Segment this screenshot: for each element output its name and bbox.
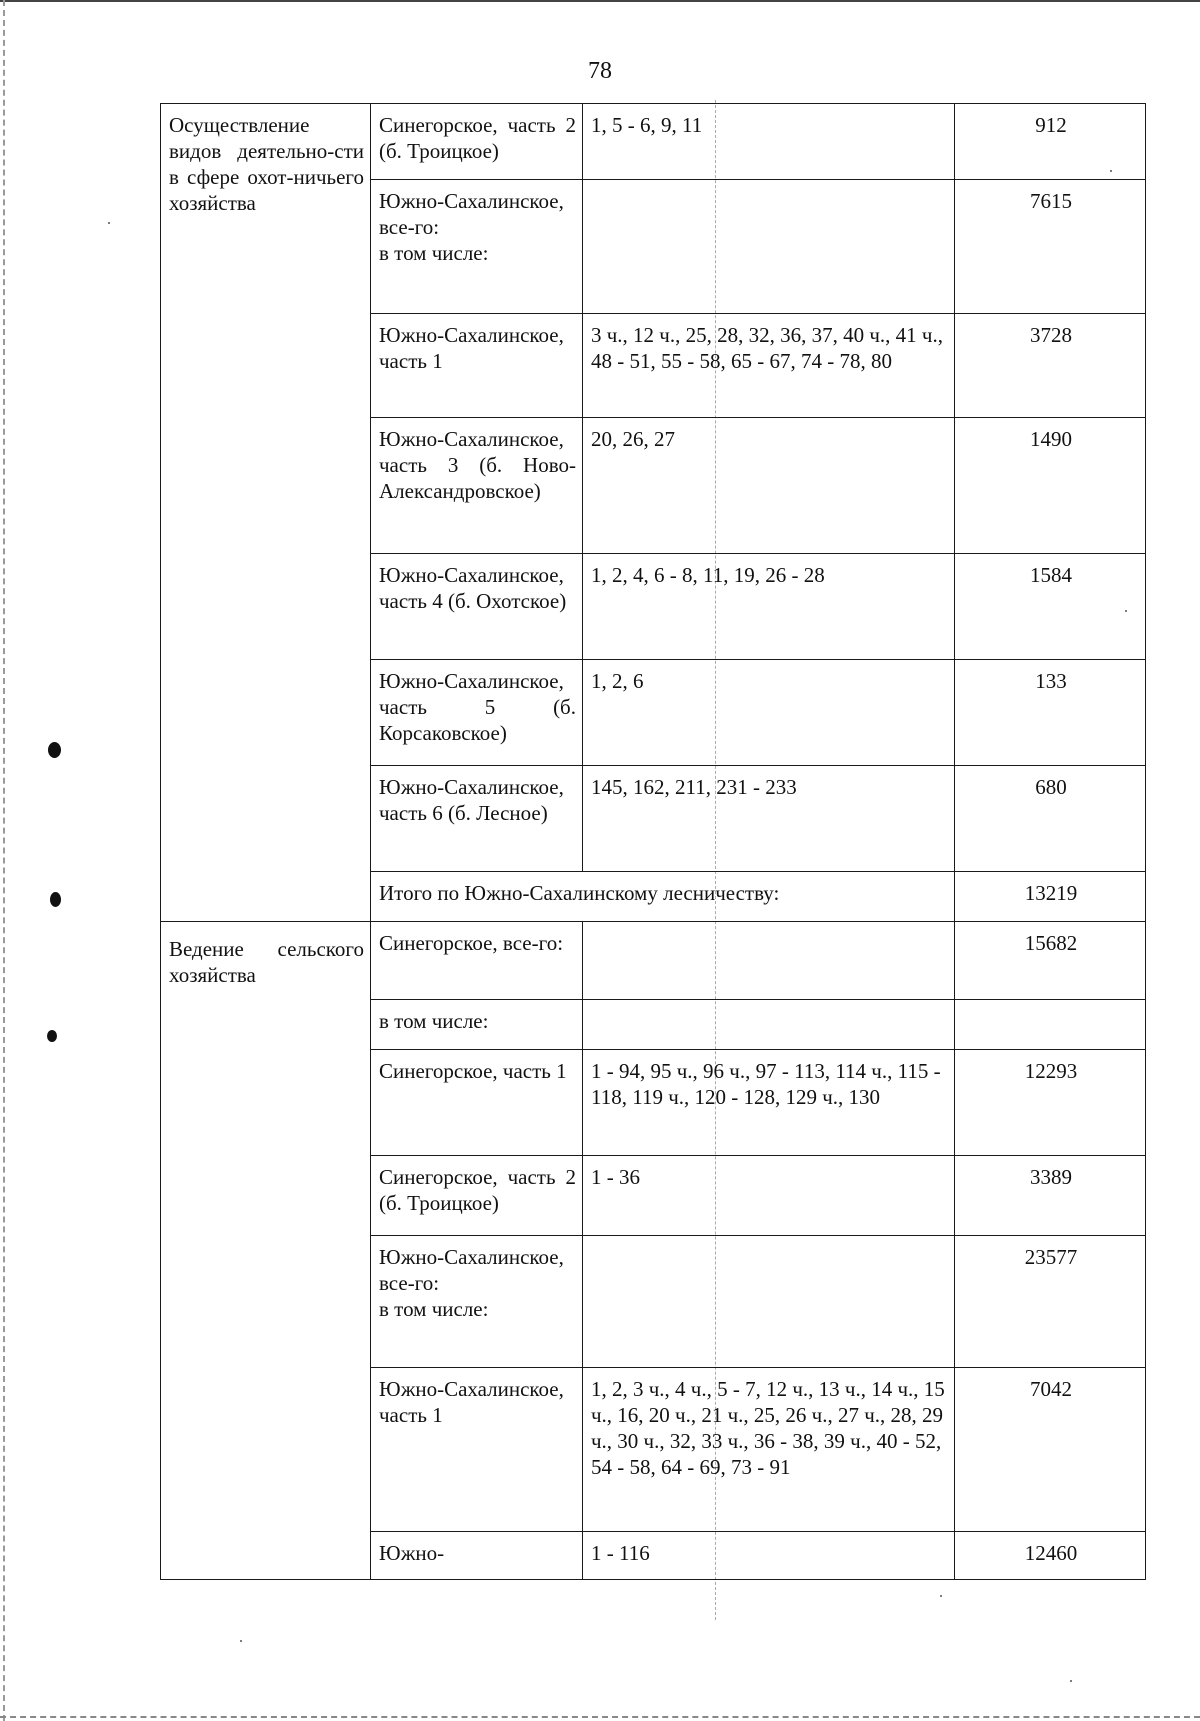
scan-speck [240, 1640, 242, 1642]
table-row [161, 104, 1146, 180]
forestry-cell: Южно-Сахалинское, часть 4 (б. Охотское) [371, 554, 583, 660]
scan-blot [47, 1030, 57, 1042]
area-cell: 7042 [955, 1368, 1146, 1532]
activity-cell: Осуществление видов деятельно-сти в сфере охот-ничьего хозяйства [161, 104, 371, 922]
forest-area-table [160, 103, 1146, 1580]
forestry-cell: Синегорское, все-го: [371, 922, 583, 1000]
quarters-cell: 1, 5 - 6, 9, 11 [583, 104, 955, 180]
area-cell: 12293 [955, 1050, 1146, 1156]
quarters-cell [583, 1000, 955, 1050]
quarters-cell: 20, 26, 27 [583, 418, 955, 554]
page-number: 78 [588, 58, 612, 84]
activity-cell: Ведение сельского хозяйства [161, 922, 371, 1580]
forestry-cell: Синегорское, часть 2 (б. Троицкое) [371, 1156, 583, 1236]
area-cell: 1584 [955, 554, 1146, 660]
area-cell [955, 1000, 1146, 1050]
forestry-line: Южно-Сахалинское, все-го: в том числе: [379, 1245, 564, 1321]
area-cell: 3389 [955, 1156, 1146, 1236]
forestry-cell: Южно-Сахалинское, часть 5 (б. Корсаковское) [371, 660, 583, 766]
quarters-cell [583, 180, 955, 314]
area-cell: 15682 [955, 922, 1146, 1000]
quarters-cell [583, 922, 955, 1000]
scan-speck [940, 1595, 942, 1597]
quarters-cell: 145, 162, 211, 231 - 233 [583, 766, 955, 872]
forestry-cell: Южно- [371, 1532, 583, 1580]
scan-top-edge [0, 0, 1200, 2]
forestry-line: Южно-Сахалинское, все-го: в том числе: [379, 189, 564, 265]
quarters-cell: 1 - 36 [583, 1156, 955, 1236]
forestry-cell [371, 180, 583, 314]
forestry-cell: Южно-Сахалинское, часть 1 [371, 314, 583, 418]
forestry-cell: Синегорское, часть 2 (б. Троицкое) [371, 104, 583, 180]
scan-bottom-edge [0, 1716, 1200, 1718]
scan-blot [50, 892, 61, 907]
forestry-cell: Синегорское, часть 1 [371, 1050, 583, 1156]
forestry-cell: Южно-Сахалинское, часть 3 (б. Ново-Александровское) [371, 418, 583, 554]
scan-left-edge [3, 0, 5, 1721]
area-cell: 3728 [955, 314, 1146, 418]
scan-speck [108, 222, 110, 224]
area-cell: 133 [955, 660, 1146, 766]
scan-blot [48, 742, 61, 758]
quarters-cell: 1 - 94, 95 ч., 96 ч., 97 - 113, 114 ч., 115 - 118, 119 ч., 120 - 128, 129 ч., 130 [583, 1050, 955, 1156]
quarters-cell: 3 ч., 12 ч., 25, 28, 32, 36, 37, 40 ч., 41 ч., 48 - 51, 55 - 58, 65 - 67, 74 - 78, 80 [583, 314, 955, 418]
area-cell: 23577 [955, 1236, 1146, 1368]
area-cell: 7615 [955, 180, 1146, 314]
total-area: 13219 [955, 872, 1146, 922]
area-cell: 912 [955, 104, 1146, 180]
forestry-cell: Южно-Сахалинское, часть 6 (б. Лесное) [371, 766, 583, 872]
quarters-cell [583, 1236, 955, 1368]
area-cell: 1490 [955, 418, 1146, 554]
forestry-cell [371, 1236, 583, 1368]
quarters-cell: 1, 2, 6 [583, 660, 955, 766]
area-cell: 680 [955, 766, 1146, 872]
area-cell: 12460 [955, 1532, 1146, 1580]
total-label: Итого по Южно-Сахалинскому лесничеству: [371, 872, 955, 922]
scan-speck [1070, 1680, 1072, 1682]
quarters-cell: 1 - 116 [583, 1532, 955, 1580]
forestry-cell: в том числе: [371, 1000, 583, 1050]
quarters-cell: 1, 2, 3 ч., 4 ч., 5 - 7, 12 ч., 13 ч., 14 ч., 15 ч., 16, 20 ч., 21 ч., 25, 26 ч., 27 ч., 28, 29 ч., 30 ч., 32, 33 ч., 36 - 38, 39 ч., 40 - 52, 54 - 58, 64 - 69, 73 - 91 [583, 1368, 955, 1532]
quarters-cell: 1, 2, 4, 6 - 8, 11, 19, 26 - 28 [583, 554, 955, 660]
forestry-cell: Южно-Сахалинское, часть 1 [371, 1368, 583, 1532]
table-row [161, 922, 1146, 1000]
